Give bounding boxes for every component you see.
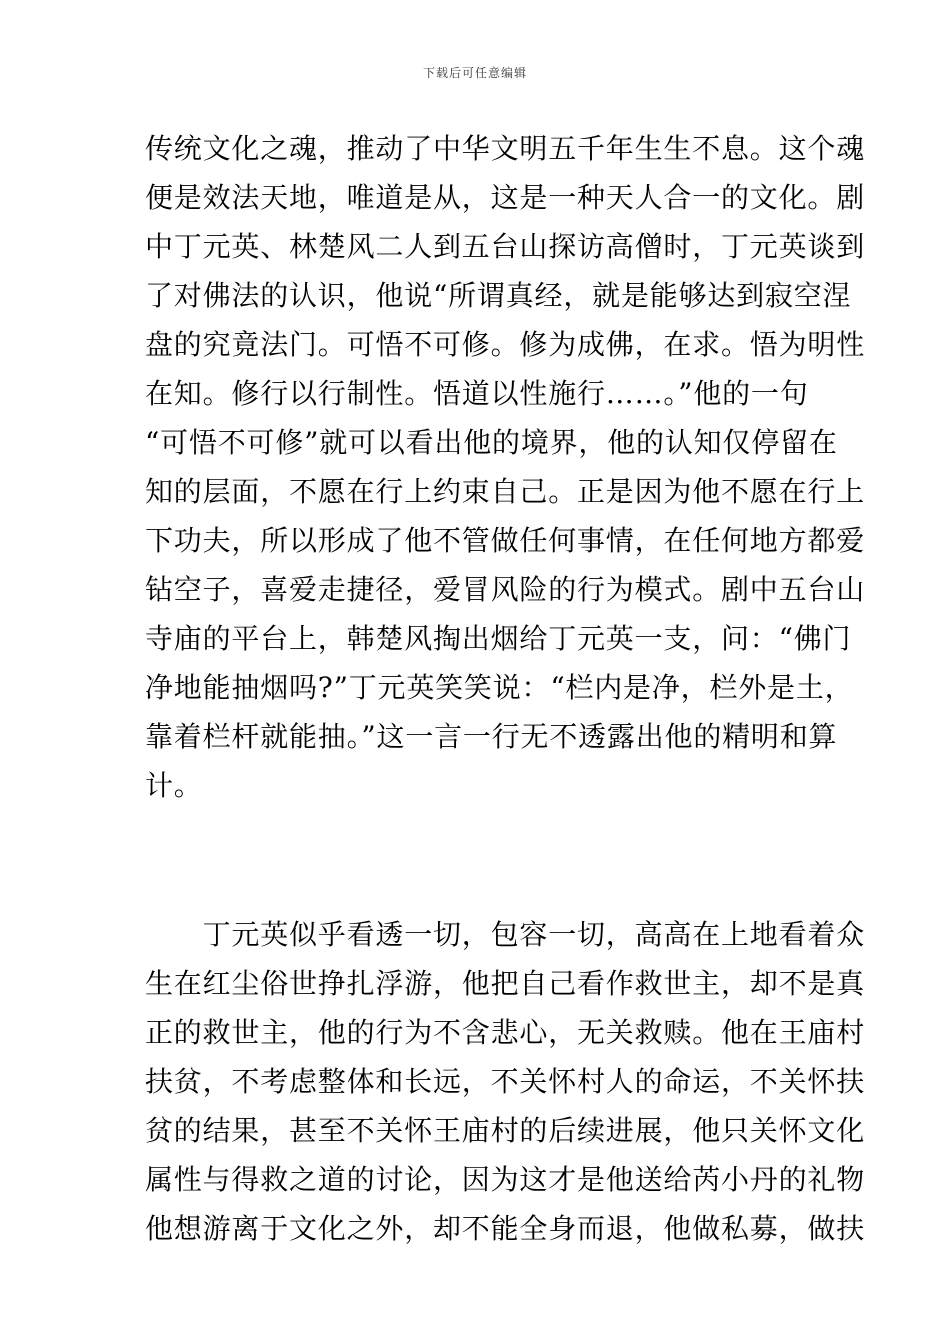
text-line: 净地能抽烟吗?”丁元英笑笑说：“栏内是净，栏外是土， [145, 671, 854, 704]
text-line: 扶贫，不考虑整体和长远，不关怀村人的命运，不关怀扶 [145, 1065, 866, 1098]
document-body [145, 124, 866, 1253]
page-header-note: 下载后可任意编辑 [422, 66, 527, 80]
paragraph-2 [145, 910, 866, 1253]
text-line: 计。 [145, 769, 203, 802]
text-line: 贫的结果，甚至不关怀王庙村的后续进展，他只关怀文化 [145, 1114, 866, 1147]
text-line: 中丁元英、林楚风二人到五台山探访高僧时，丁元英谈到 [145, 230, 866, 263]
text-line: 知的层面，不愿在行上约束自己。正是因为他不愿在行上 [145, 475, 866, 508]
paragraph-spacer [145, 810, 815, 910]
text-line: 下功夫，所以形成了他不管做任何事情，在任何地方都爱 [145, 524, 866, 557]
text-line: “可悟不可修”就可以看出他的境界，他的认知仅停留在 [145, 426, 838, 459]
text-line: 正的救世主，他的行为不含悲心，无关救赎。他在王庙村 [145, 1016, 866, 1049]
paragraph-1 [145, 124, 866, 810]
text-line: 生在红尘俗世挣扎浮游，他把自己看作救世主，却不是真 [145, 967, 866, 1000]
text-line: 盘的究竟法门。可悟不可修。修为成佛，在求。悟为明性 [145, 328, 866, 361]
text-line: 他想游离于文化之外，却不能全身而退，他做私募，做扶 [145, 1212, 866, 1245]
text-line: 丁元英似乎看透一切，包容一切，高高在上地看着众 [145, 918, 866, 951]
text-line: 寺庙的平台上，韩楚风掏出烟给丁元英一支，问：“佛门 [145, 622, 852, 655]
text-line: 钻空子，喜爱走捷径，爱冒风险的行为模式。剧中五台山 [145, 573, 866, 606]
text-line: 在知。修行以行制性。悟道以性施行……。”他的一句 [145, 377, 809, 410]
text-line: 了对佛法的认识，他说“所谓真经，就是能够达到寂空涅 [145, 279, 852, 312]
text-line: 属性与得救之道的讨论，因为这才是他送给芮小丹的礼物 [145, 1163, 866, 1196]
text-line: 便是效法天地，唯道是从，这是一种天人合一的文化。剧 [145, 181, 866, 214]
text-line: 靠着栏杆就能抽。”这一言一行无不透露出他的精明和算 [145, 720, 838, 753]
text-line: 传统文化之魂，推动了中华文明五千年生生不息。这个魂 [145, 132, 866, 165]
